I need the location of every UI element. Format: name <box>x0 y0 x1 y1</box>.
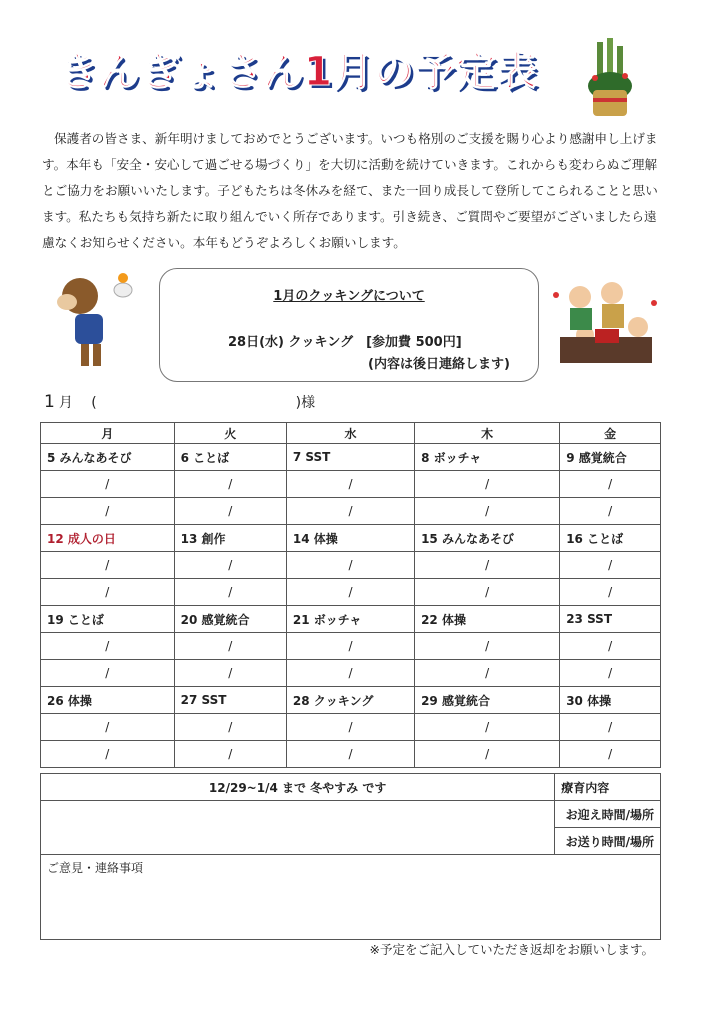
day-cell: 29 感覚統合 <box>415 687 560 714</box>
time-entry-cell[interactable]: / <box>286 552 414 579</box>
day-cell: 21 ボッチャ <box>286 606 414 633</box>
time-entry-cell[interactable]: / <box>560 741 661 768</box>
weekday-header: 水 <box>286 423 414 444</box>
day-cell: 14 体操 <box>286 525 414 552</box>
legend-pickup: お迎え時間/場所 <box>555 801 661 828</box>
day-cell: 30 体操 <box>560 687 661 714</box>
time-entry-cell[interactable]: / <box>415 579 560 606</box>
time-entry-cell[interactable]: / <box>415 660 560 687</box>
comments-field[interactable] <box>41 855 661 940</box>
day-cell: 27 SST <box>174 687 286 714</box>
free-area[interactable] <box>41 801 555 855</box>
comments-label: ご意見・連絡事項 <box>47 861 144 875</box>
schedule-table <box>40 422 661 768</box>
time-entry-cell[interactable]: / <box>560 498 661 525</box>
bottom-table <box>40 773 661 940</box>
month-label: 月 <box>58 395 73 411</box>
day-cell: 15 みんなあそび <box>415 525 560 552</box>
time-entry-cell[interactable]: / <box>41 579 175 606</box>
time-entry-cell[interactable]: / <box>41 552 175 579</box>
time-entry-cell[interactable]: / <box>41 714 175 741</box>
day-cell: 26 体操 <box>41 687 175 714</box>
holiday-notice: 12/29~1/4 まで 冬やすみ です <box>41 774 555 801</box>
time-entry-cell[interactable]: / <box>286 660 414 687</box>
day-cell: 12 成人の日 <box>41 525 175 552</box>
month-number: 1 <box>44 392 55 412</box>
time-entry-cell[interactable]: / <box>560 552 661 579</box>
time-entry-cell[interactable]: / <box>41 741 175 768</box>
time-entry-cell[interactable]: / <box>174 552 286 579</box>
time-entry-cell[interactable]: / <box>560 633 661 660</box>
day-cell: 20 感覚統合 <box>174 606 286 633</box>
footer-note: ※予定をご記入していただき返却をお願いします。 <box>369 942 654 957</box>
kadomatsu-illustration <box>585 38 635 120</box>
family-meal-illustration <box>550 275 660 370</box>
name-suffix: )様 <box>295 395 316 411</box>
day-cell: 22 体操 <box>415 606 560 633</box>
time-entry-cell[interactable]: / <box>415 714 560 741</box>
time-entry-cell[interactable]: / <box>41 498 175 525</box>
day-cell: 16 ことば <box>560 525 661 552</box>
day-cell: 13 創作 <box>174 525 286 552</box>
intro-text: 保護者の皆さま、新年明けましておめでとうございます。いつも格別のご支援を賜り心より感謝申し上げます。本年も「安全・安心して過ごせる場づくり」を大切に活動を続けていきます。これからも変わらぬご理解とご協力をお願いいたします。子どもたちは冬休みを経て、また一回り成長して登所してこられることと思います。私たちも気持ち新たに取り組んでいく所存であります。引き続き、ご質問やご要望がございましたら遠慮なくお知らせください。本年もどうぞよろしくお願いします。 <box>42 131 658 250</box>
time-entry-cell[interactable]: / <box>415 552 560 579</box>
page-title: きんぎょさん1月の予定表 <box>58 49 538 95</box>
time-entry-cell[interactable]: / <box>286 498 414 525</box>
legend-activity: 療育内容 <box>555 774 661 801</box>
time-entry-cell[interactable]: / <box>174 714 286 741</box>
time-entry-cell[interactable]: / <box>415 741 560 768</box>
cooking-note: (内容は後日連絡します) <box>368 357 510 372</box>
weekday-header: 月 <box>41 423 175 444</box>
name-open: ( <box>91 395 97 411</box>
time-entry-cell[interactable]: / <box>286 579 414 606</box>
time-entry-cell[interactable]: / <box>415 498 560 525</box>
weekday-header: 火 <box>174 423 286 444</box>
day-cell: 8 ボッチャ <box>415 444 560 471</box>
time-entry-cell[interactable]: / <box>41 633 175 660</box>
time-entry-cell[interactable]: / <box>286 714 414 741</box>
day-cell: 28 クッキング <box>286 687 414 714</box>
time-entry-cell[interactable]: / <box>415 633 560 660</box>
day-cell: 9 感覚統合 <box>560 444 661 471</box>
cooking-date: 28日(水) クッキング [参加費 500円] <box>228 335 462 350</box>
time-entry-cell[interactable]: / <box>286 471 414 498</box>
day-cell: 6 ことば <box>174 444 286 471</box>
time-entry-cell[interactable]: / <box>174 498 286 525</box>
legend-dropoff: お送り時間/場所 <box>555 828 661 855</box>
weekday-header: 木 <box>415 423 560 444</box>
time-entry-cell[interactable]: / <box>415 471 560 498</box>
time-entry-cell[interactable]: / <box>560 714 661 741</box>
day-cell: 7 SST <box>286 444 414 471</box>
time-entry-cell[interactable]: / <box>560 660 661 687</box>
time-entry-cell[interactable]: / <box>41 660 175 687</box>
time-entry-cell[interactable]: / <box>560 471 661 498</box>
day-cell: 19 ことば <box>41 606 175 633</box>
weekday-header: 金 <box>560 423 661 444</box>
time-entry-cell[interactable]: / <box>174 579 286 606</box>
name-row <box>44 392 315 412</box>
cooking-heading: 1月のクッキングについて <box>273 289 425 304</box>
horse-illustration <box>45 268 140 373</box>
time-entry-cell[interactable]: / <box>41 471 175 498</box>
time-entry-cell[interactable]: / <box>286 633 414 660</box>
day-cell: 23 SST <box>560 606 661 633</box>
cooking-info-box <box>159 268 539 382</box>
time-entry-cell[interactable]: / <box>560 579 661 606</box>
time-entry-cell[interactable]: / <box>174 633 286 660</box>
time-entry-cell[interactable]: / <box>174 741 286 768</box>
day-cell: 5 みんなあそび <box>41 444 175 471</box>
time-entry-cell[interactable]: / <box>174 660 286 687</box>
time-entry-cell[interactable]: / <box>174 471 286 498</box>
time-entry-cell[interactable]: / <box>286 741 414 768</box>
